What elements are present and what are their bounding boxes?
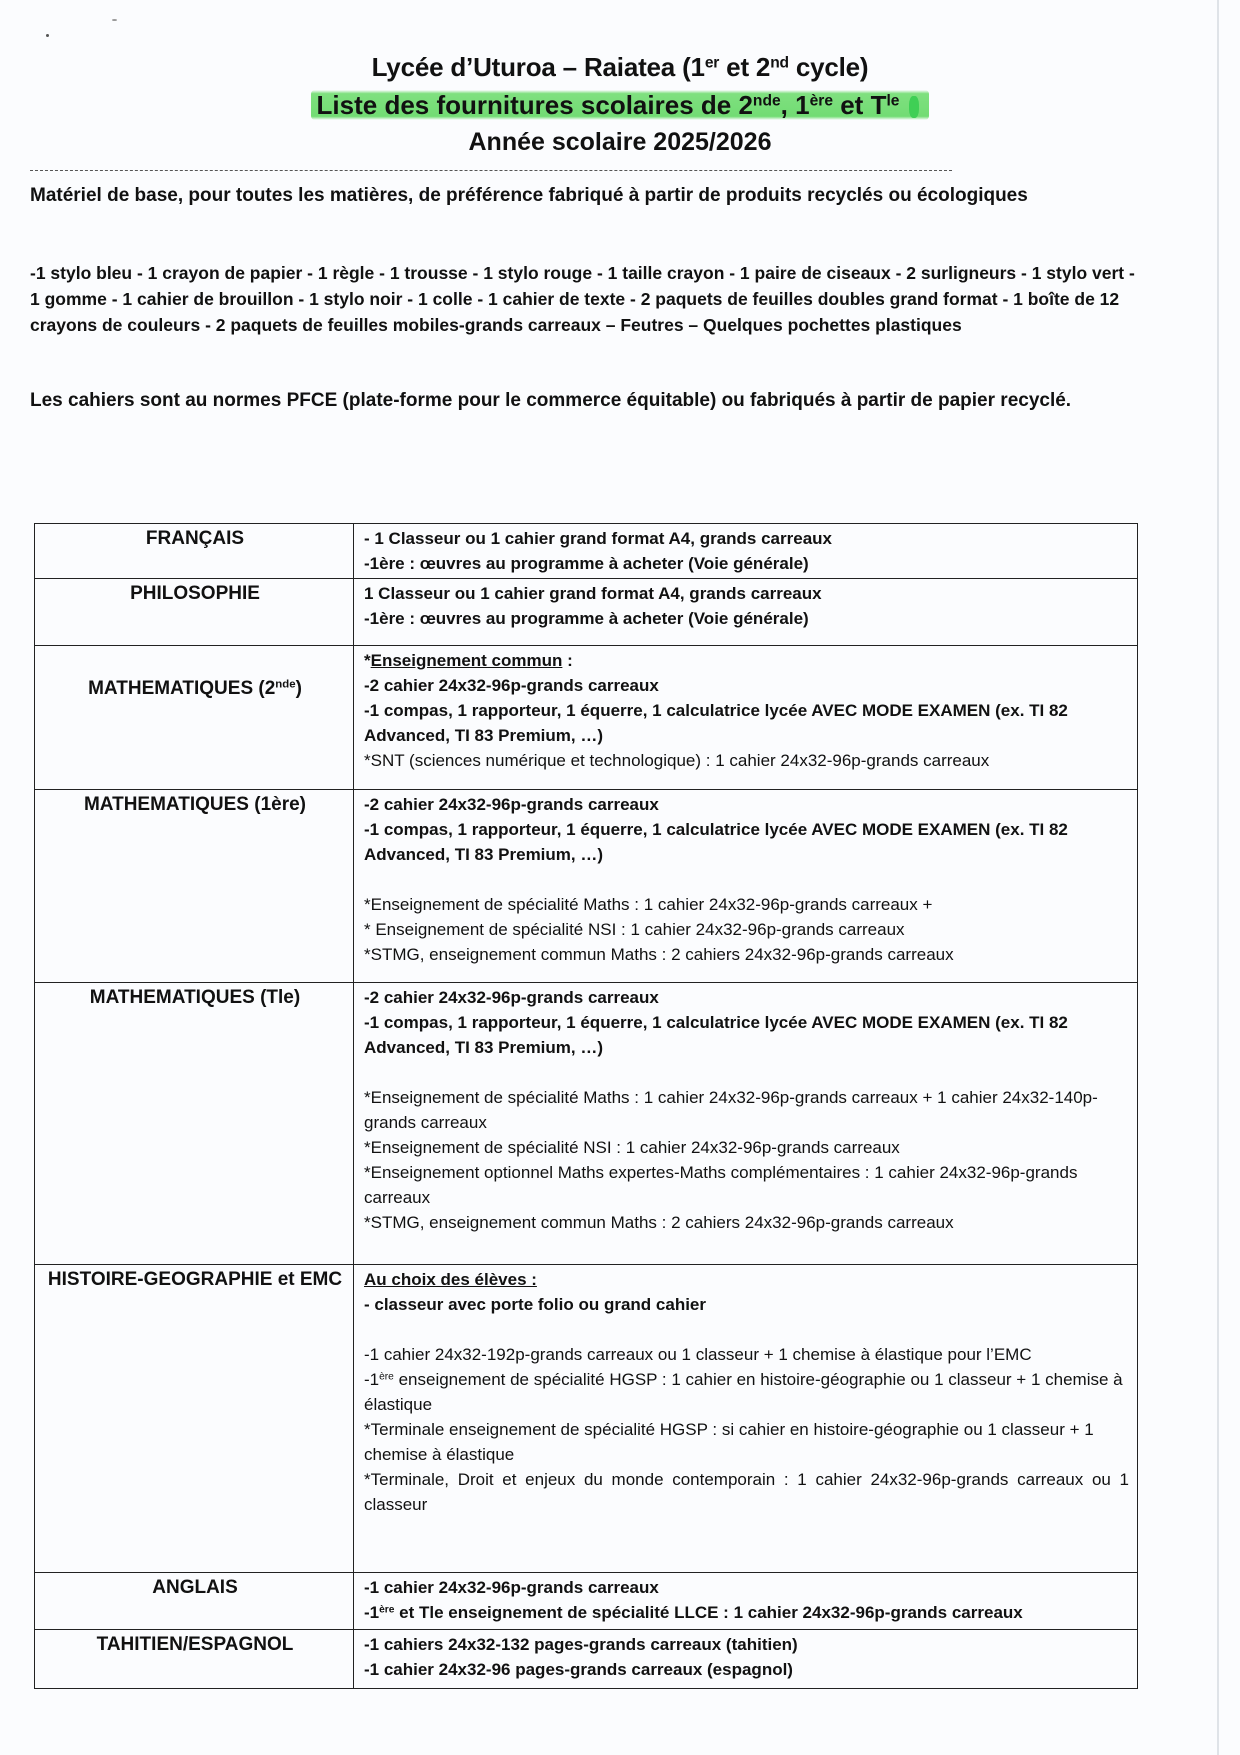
table-row-maths-2nde (35, 646, 1138, 790)
subject-cell: MATHEMATIQUES (Tle) (35, 983, 354, 1265)
supplies-table (34, 523, 1138, 1689)
items-cell (354, 524, 1138, 579)
subject-cell: ANGLAIS (35, 1573, 354, 1630)
list-item: -1ère enseignement de spécialité HGSP : 1 cahier en histoire-géographie ou 1 classeur + 1 chemise à élastique (364, 1370, 1123, 1414)
list-item: -1 cahier 24x32-192p-grands carreaux ou 1 classeur + 1 chemise à élastique pour l’EMC (364, 1345, 1032, 1364)
list-item: -1ère et Tle enseignement de spécialité LLCE : 1 cahier 24x32-96p-grands carreaux (364, 1603, 1023, 1622)
items-cell (354, 1630, 1138, 1689)
list-item: *Terminale, Droit et enjeux du monde contemporain : 1 cahier 24x32-96p-grands carreaux ou 1 classeur (364, 1470, 1129, 1514)
spacer (364, 1060, 1129, 1085)
list-item: -1 compas, 1 rapporteur, 1 équerre, 1 calculatrice lycée AVEC MODE EXAMEN (ex. TI 82 Advanced, TI 83 Premium, …) (364, 820, 1068, 864)
list-item: 1 Classeur ou 1 cahier grand format A4, grands carreaux (364, 584, 822, 603)
subject-cell: HISTOIRE-GEOGRAPHIE et EMC (35, 1265, 354, 1573)
spacer (364, 1317, 1129, 1342)
items-cell (354, 1573, 1138, 1630)
list-item: - 1 Classeur ou 1 cahier grand format A4, grands carreaux (364, 529, 832, 548)
items-cell (354, 983, 1138, 1265)
highlighter-tip (909, 96, 919, 118)
list-item: -2 cahier 24x32-96p-grands carreaux (364, 676, 659, 695)
section-heading: Au choix des élèves : (364, 1270, 537, 1289)
subject-cell: MATHEMATIQUES (2nde) (35, 646, 354, 790)
list-item: * Enseignement de spécialité NSI : 1 cahier 24x32-96p-grands carreaux (364, 920, 905, 939)
notebook-standards-note: Les cahiers sont au normes PFCE (plate-forme pour le commerce équitable) ou fabriqués à partir de papier recyclé. (30, 390, 1072, 411)
subject-cell: MATHEMATIQUES (1ère) (35, 790, 354, 983)
school-title: Lycée d’Uturoa – Raiatea (1er et 2nd cycle) (371, 52, 869, 82)
items-cell (354, 646, 1138, 790)
table-row-anglais (35, 1573, 1138, 1630)
list-item: -1 cahier 24x32-96p-grands carreaux (364, 1578, 659, 1597)
dashed-separator (30, 170, 952, 171)
list-item: -1ère : œuvres au programme à acheter (Voie générale) (364, 609, 809, 628)
list-item: *SNT (sciences numérique et technologique) : 1 cahier 24x32-96p-grands carreaux (364, 751, 990, 770)
subject-cell: PHILOSOPHIE (35, 579, 354, 646)
base-material-list: -1 stylo bleu - 1 crayon de papier - 1 règle - 1 trousse - 1 stylo rouge - 1 taille crayon - 1 paire de ciseaux - 2 surligneurs - 1 stylo vert - 1 gomme - 1 cahier de brouillon - 1 stylo noir - 1 colle - 1 cahier de texte - 2 paquets de feuilles doubles grand format - 1 boîte de 12 crayons de couleurs - 2 paquets de feuilles mobiles-grands carreaux – Feutres – Quelques pochettes plastiques (30, 263, 1135, 335)
list-item: -1 compas, 1 rapporteur, 1 équerre, 1 calculatrice lycée AVEC MODE EXAMEN (ex. TI 82 Advanced, TI 83 Premium, …) (364, 1013, 1068, 1057)
school-year: Année scolaire 2025/2026 (468, 128, 772, 156)
list-item: *Enseignement optionnel Maths expertes-Maths complémentaires : 1 cahier 24x32-96p-grands carreaux (364, 1163, 1078, 1207)
table-row-histoire-geographie (35, 1265, 1138, 1573)
list-title (0, 90, 1240, 121)
list-item: *STMG, enseignement commun Maths : 2 cahiers 24x32-96p-grands carreaux (364, 945, 954, 964)
subject-cell: FRANÇAIS (35, 524, 354, 579)
list-item: -1 cahiers 24x32-132 pages-grands carreaux (tahitien) (364, 1635, 798, 1654)
scan-edge-line (1217, 0, 1219, 1755)
list-item: *STMG, enseignement commun Maths : 2 cahiers 24x32-96p-grands carreaux (364, 1213, 954, 1232)
section-heading: *Enseignement commun : (364, 651, 573, 670)
list-item: -1ère : œuvres au programme à acheter (Voie générale) (364, 554, 809, 573)
items-cell (354, 790, 1138, 983)
table-row-philosophie (35, 579, 1138, 646)
table-row-maths-1ere (35, 790, 1138, 983)
scan-speck (46, 34, 49, 37)
list-item: *Enseignement de spécialité Maths : 1 cahier 24x32-96p-grands carreaux + (364, 895, 933, 914)
base-material-intro: Matériel de base, pour toutes les matières, de préférence fabriqué à partir de produits recyclés ou écologiques (30, 185, 1028, 206)
spacer (364, 867, 1129, 892)
list-item: *Terminale enseignement de spécialité HGSP : si cahier en histoire-géographie ou 1 classeur + 1 chemise à élastique (364, 1420, 1094, 1464)
items-cell (354, 579, 1138, 646)
scan-speck (112, 19, 117, 21)
items-cell (354, 1265, 1138, 1573)
list-item: -1 compas, 1 rapporteur, 1 équerre, 1 calculatrice lycée AVEC MODE EXAMEN (ex. TI 82 Advanced, TI 83 Premium, …) (364, 701, 1068, 745)
highlighter-mark: Liste des fournitures scolaires de 2nde, 1ère et $T^{le}$ (311, 90, 930, 120)
table-row-francais (35, 524, 1138, 579)
list-item: -2 cahier 24x32-96p-grands carreaux (364, 988, 659, 1007)
list-item: *Enseignement de spécialité NSI : 1 cahier 24x32-96p-grands carreaux (364, 1138, 900, 1157)
table-row-maths-tle (35, 983, 1138, 1265)
list-item: -2 cahier 24x32-96p-grands carreaux (364, 795, 659, 814)
list-item: *Enseignement de spécialité Maths : 1 cahier 24x32-96p-grands carreaux + 1 cahier 24x32-140p-grands carreaux (364, 1088, 1098, 1132)
table-row-tahitien-espagnol (35, 1630, 1138, 1689)
subject-cell: TAHITIEN/ESPAGNOL (35, 1630, 354, 1689)
list-item: - classeur avec porte folio ou grand cahier (364, 1295, 706, 1314)
list-item: -1 cahier 24x32-96 pages-grands carreaux (espagnol) (364, 1660, 793, 1679)
